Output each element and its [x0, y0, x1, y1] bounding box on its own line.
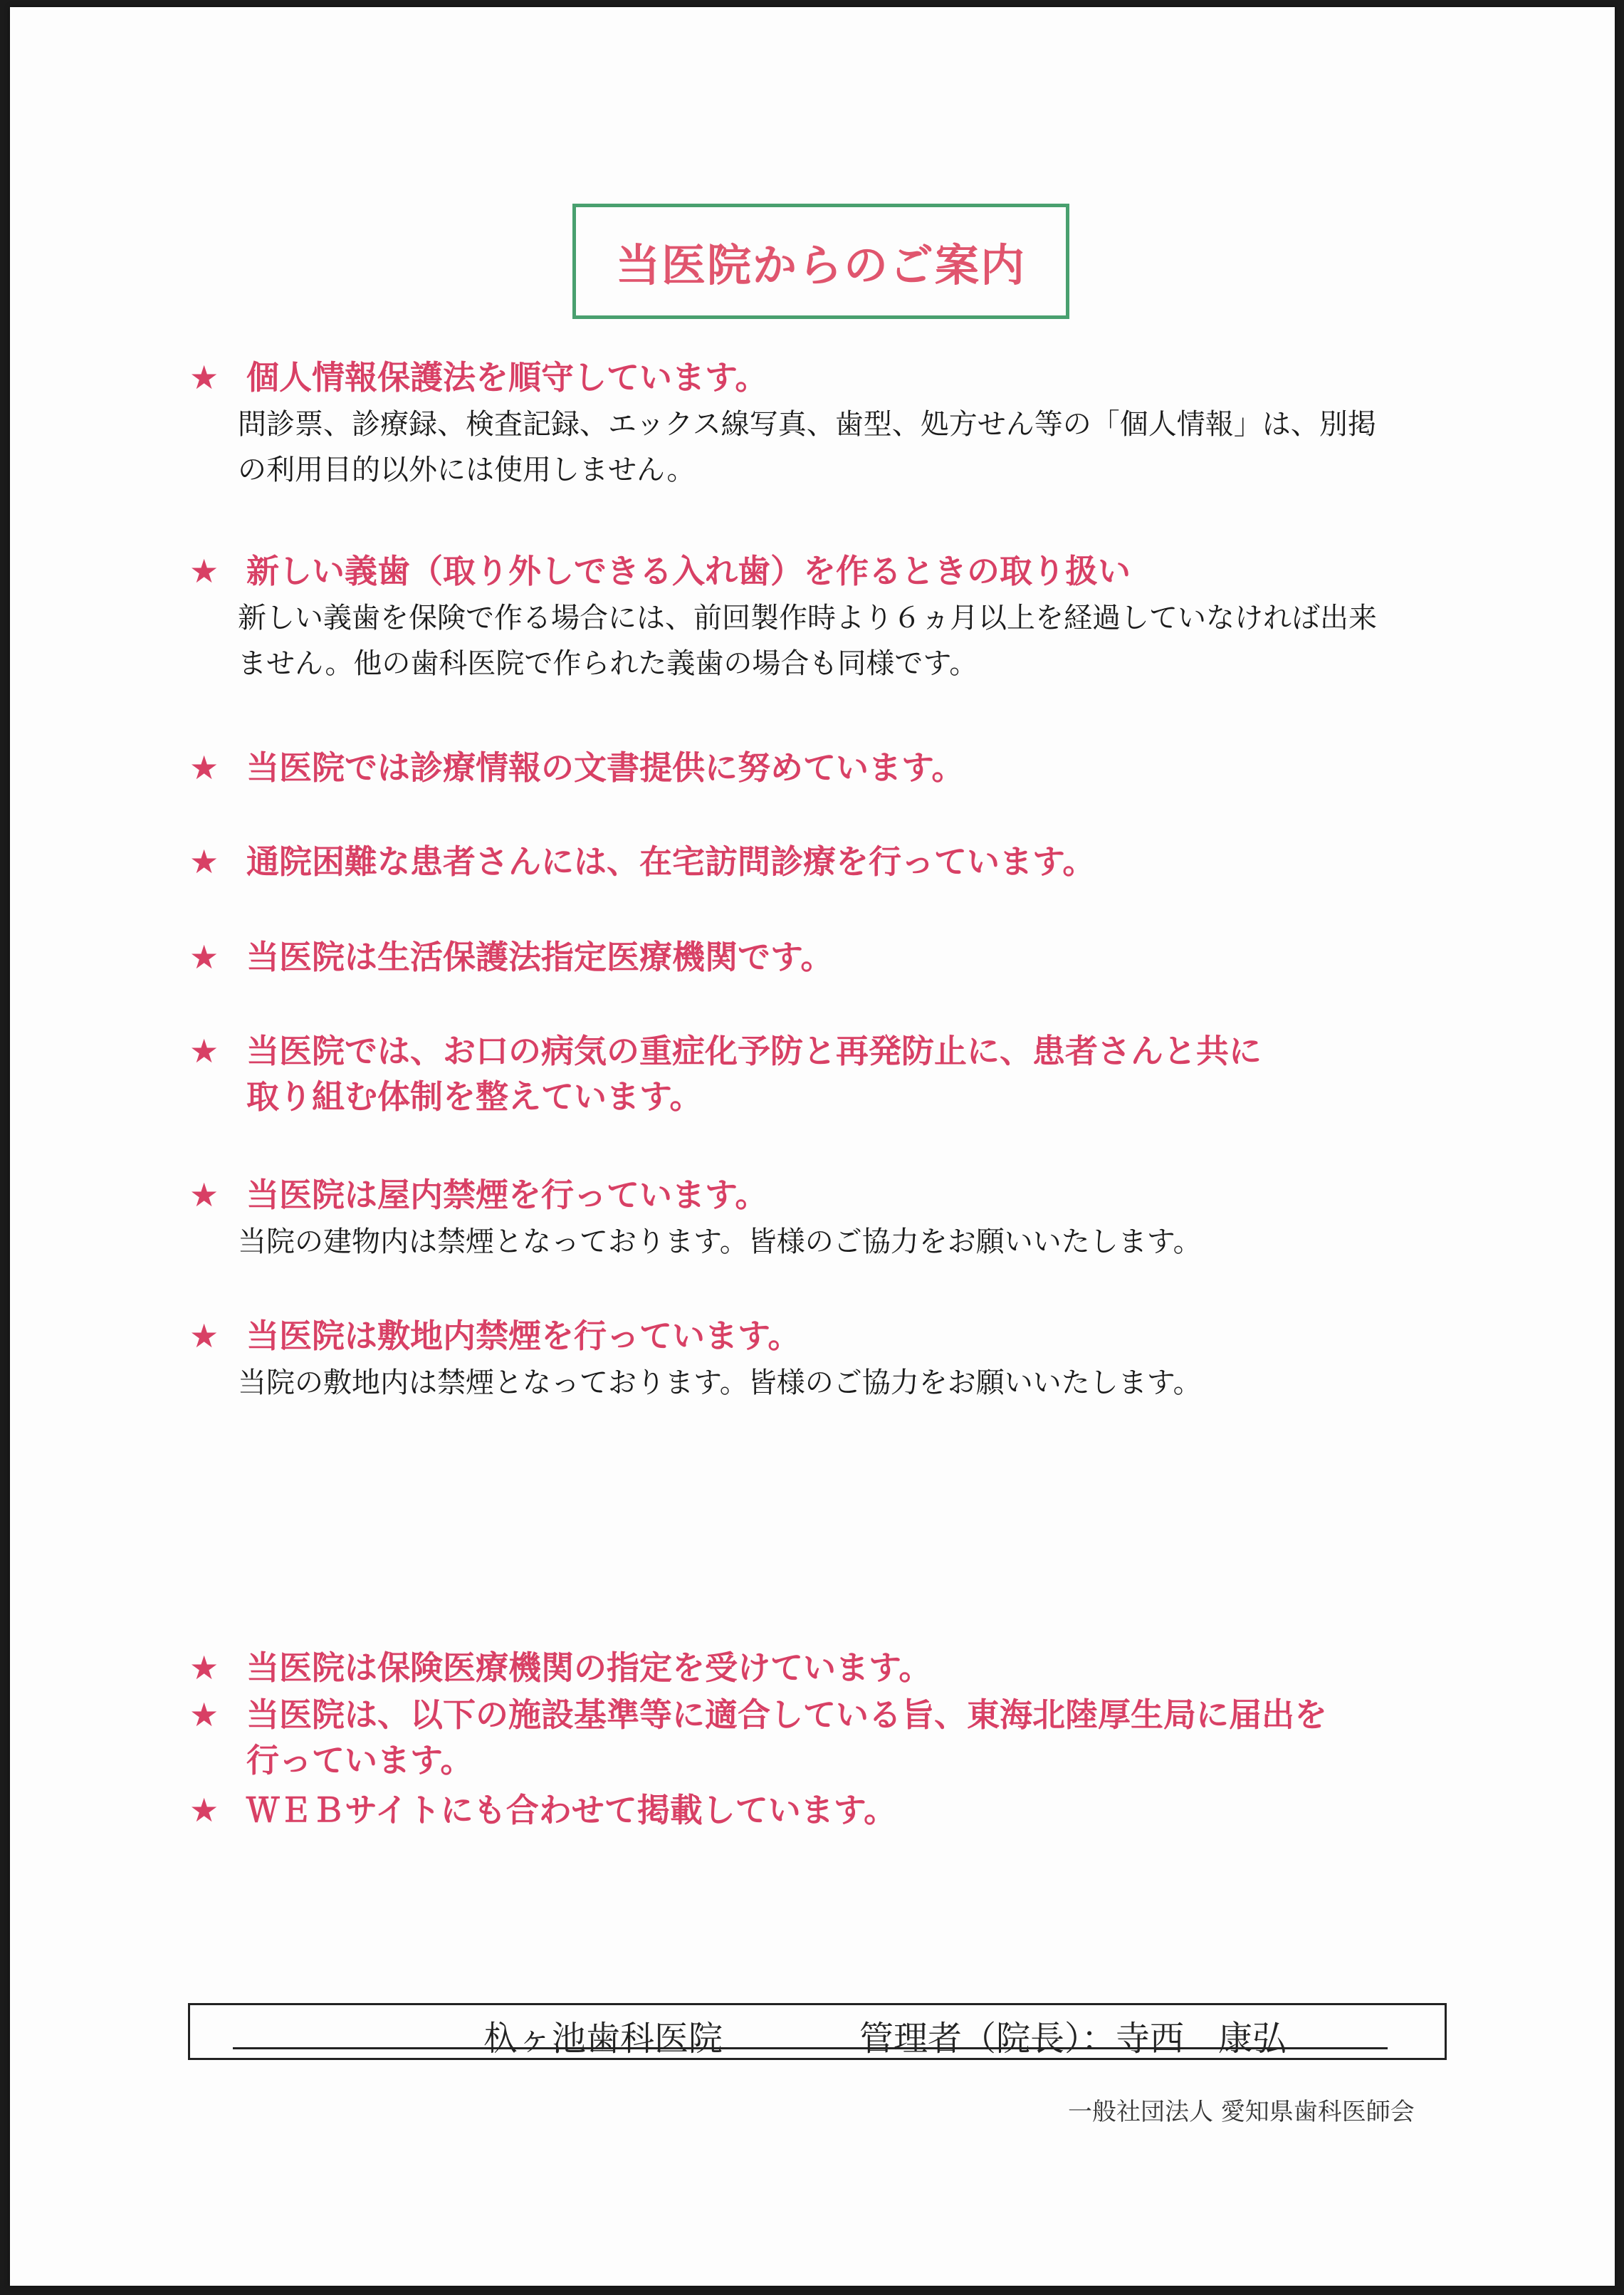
- notice-body: 当院の建物内は禁煙となっております。皆様のご協力をお願いいたします。: [238, 1225, 1202, 1258]
- notice-item-prevention: [189, 1028, 1492, 1119]
- star-icon: ★: [189, 842, 219, 881]
- signature-box: [188, 2003, 1447, 2060]
- notice-body: 新しい義歯を保険で作る場合には、前回製作時より６ヵ月以上を経過していなければ出来 ません。他の歯科医院で作られた義歯の場合も同様です。: [238, 602, 1377, 680]
- association-name: 一般社団法人 愛知県歯科医師会: [1068, 2098, 1415, 2126]
- star-icon: ★: [189, 1648, 219, 1687]
- notice-heading: 新しい義歯（取り外しできる入れ歯）を作るときの取り扱い: [246, 552, 1131, 590]
- notice-heading: 当医院は、以下の施設基準等に適合している旨、東海北陸厚生局に届出を 行っています。: [246, 1695, 1327, 1779]
- notice-heading: 当医院では診療情報の文書提供に努めています。: [246, 748, 965, 787]
- notice-heading: 当医院は屋内禁煙を行っています。: [246, 1176, 768, 1214]
- notice-item-website: [189, 1787, 1492, 1833]
- notice-item-premises-smoking: [189, 1313, 1492, 1406]
- notice-item-home-visit: [189, 839, 1492, 884]
- star-icon: ★: [189, 358, 219, 397]
- signature-underline: [233, 2047, 1388, 2049]
- star-icon: ★: [189, 552, 219, 590]
- star-icon: ★: [189, 1791, 219, 1829]
- star-icon: ★: [189, 1176, 219, 1214]
- notice-item-denture: [189, 548, 1492, 686]
- notice-sheet: [10, 7, 1615, 2286]
- notice-item-welfare: [189, 934, 1492, 980]
- star-icon: ★: [189, 1317, 219, 1355]
- notice-heading: 当医院では、お口の病気の重症化予防と再発防止に、患者さんと共に 取り組む体制を整えています。: [246, 1032, 1262, 1116]
- notice-item-documents: [189, 745, 1492, 790]
- notice-heading: 当医院は生活保護法指定医療機関です。: [246, 938, 834, 976]
- star-icon: ★: [189, 1032, 219, 1070]
- notice-item-indoor-smoking: [189, 1172, 1492, 1265]
- notice-item-facility-standards: [189, 1692, 1492, 1783]
- star-icon: ★: [189, 938, 219, 976]
- notice-heading: 通院困難な患者さんには、在宅訪問診療を行っています。: [246, 842, 1096, 881]
- notice-item-privacy: [189, 355, 1492, 493]
- notice-heading: 当医院は敷地内禁煙を行っています。: [246, 1317, 801, 1355]
- notice-item-insurance: [189, 1645, 1492, 1690]
- notice-body: 問診票、診療録、検査記録、エックス線写真、歯型、処方せん等の「個人情報」は、別掲 の利用目的以外には使用しません。: [238, 408, 1376, 486]
- clinic-name: 杁ヶ池歯科医院: [483, 2019, 723, 2059]
- notice-heading: 個人情報保護法を順守しています。: [246, 358, 768, 397]
- notice-heading: ＷＥＢサイトにも合わせて掲載しています。: [246, 1791, 897, 1829]
- star-icon: ★: [189, 1695, 219, 1734]
- administrator-name: 管理者（院長）：寺西 康弘: [859, 2019, 1287, 2059]
- page-title: 当医院からのご案内: [615, 239, 1026, 291]
- notice-heading: 当医院は保険医療機関の指定を受けています。: [246, 1648, 932, 1687]
- title-box: [572, 204, 1069, 319]
- star-icon: ★: [189, 748, 219, 787]
- notice-body: 当院の敷地内は禁煙となっております。皆様のご協力をお願いいたします。: [238, 1366, 1202, 1399]
